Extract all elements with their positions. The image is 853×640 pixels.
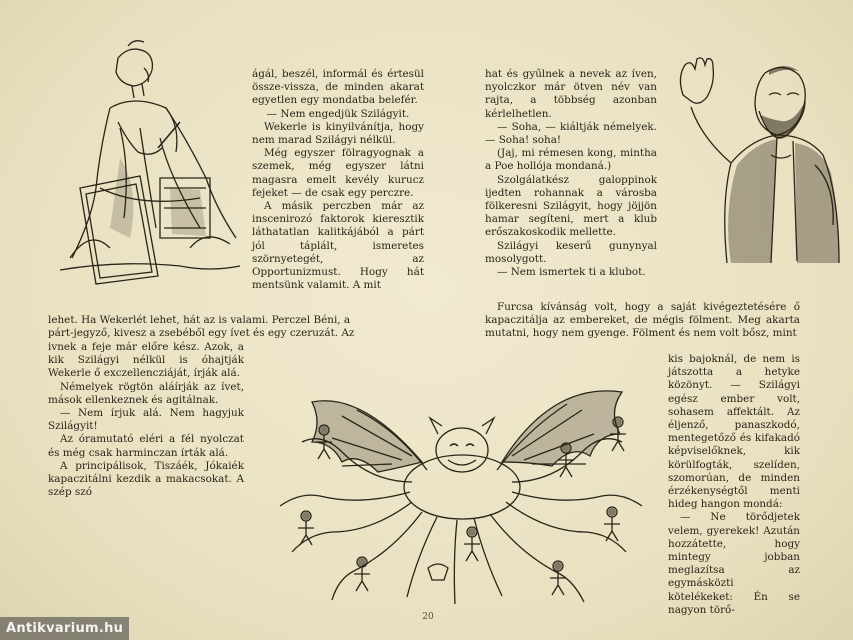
paragraph: ivnek a feje már előre kész. Azok, a kik Szilágyi nélkül is óhajtják Wekerle ő exczellencziáját, írják alá.	[48, 341, 244, 380]
paragraph: Az óramutató eléri a fél nyolczat és még csak harminczan írták alá.	[48, 433, 244, 459]
paragraph: A másik perczben már az inscenirozó faktorok kieresztik láthatatlan kalitkájából a párt jól táplált, ismeretes szörnyetegét, az Opportunizmust. Hogy hát mentsünk valamit. A mit	[252, 200, 424, 292]
paragraph: (Jaj, mi rémesen kong, mintha a Poe hollója mondaná.)	[485, 147, 657, 173]
paragraph: Furcsa kívánság volt, hogy a saját kivégeztetésére ő kapaczitálja az embereket, de mégis fölment. Meg akarta mutatni, hogy nem gyenge. Fölment és nem volt bősz, mint	[485, 301, 800, 340]
paragraph: Némelyek rögtön aláírják az ívet, mások ellenkeznek és agitálnak.	[48, 380, 244, 406]
paragraph-line: lehet. Ha Wekerlét lehet, hát az is valami. Perczel Béni, a	[48, 314, 351, 326]
text-column-center	[252, 68, 424, 292]
text-full-lines-right	[485, 301, 800, 341]
text-column-right	[668, 353, 800, 617]
paragraph: — Nem engedjük Szilágyit.	[266, 107, 410, 120]
text-column-left	[48, 341, 244, 499]
paragraph: ágál, beszél, informál és értesül össze-vissza, de minden akarat egyetlen egy mondatba belefér.	[252, 68, 424, 107]
paragraph: hat és gyűlnek a nevek az íven, nyolczkor már ötven név van rajta, a többség azonban kérlelhetlen.	[485, 68, 657, 120]
gesturing-gentleman-illustration	[665, 55, 850, 265]
paragraph: — Nem írjuk alá. Nem hagyjuk Szilágyit!	[48, 407, 244, 433]
watermark: Antikvarium.hu	[0, 617, 129, 640]
page-number: 20	[422, 612, 434, 622]
paragraph: kis bajoknál, de nem is játszotta a hetyke közönyt. — Szilágyi egész ember volt, sohasem affektált. Az éljenző, panaszkodó, mentegetőző és kifakadó képviselőknek, kik körülfogták, szelíden, szomorúan, de minden érzékenységtől menti hideg hangon mondá:	[668, 353, 800, 511]
text-full-lines-left	[48, 314, 428, 340]
writing-muse-illustration	[40, 38, 250, 288]
paragraph-line: párt-jegyző, kivesz a zsebéből egy ívet és egy czeruzát. Az	[48, 327, 355, 340]
text-column-center-right	[485, 68, 657, 279]
paragraph: Szilágyi keserű gunynyal mosolygott.	[485, 239, 657, 265]
paragraph: A principálisok, Tiszáék, Jókaiék kapaczitálni kezdik a makacsokat. A szép szó	[48, 459, 244, 499]
paragraph: Még egyszer fölragyognak a szemek, még egyszer látni magasra emelt kevély kurucz fejeket — de csak egy perczre.	[252, 147, 424, 199]
opportunism-monster-illustration	[262, 352, 662, 610]
paragraph: — Soha, — kiáltják némelyek. — Soha! soha!	[485, 120, 657, 147]
paragraph: Wekerle is kinyilvánítja, hogy nem marad Szilágyi nélkül.	[252, 120, 424, 147]
paragraph: — Nem ismertek ti a klubot.	[497, 266, 646, 279]
paragraph: Szolgálatkész galoppinok ijedten rohannak a városba fölkeresni Szilágyit, hogy jöjjön hamar segíteni, mert a klub erőszakoskodik mellette.	[485, 173, 657, 239]
paragraph: — Ne törődjetek velem, gyerekek! Azután hozzátette, hogy mintegy jobban meglazítsa az egymásközti kötelékeket: Én se nagyon törő-	[668, 511, 800, 616]
